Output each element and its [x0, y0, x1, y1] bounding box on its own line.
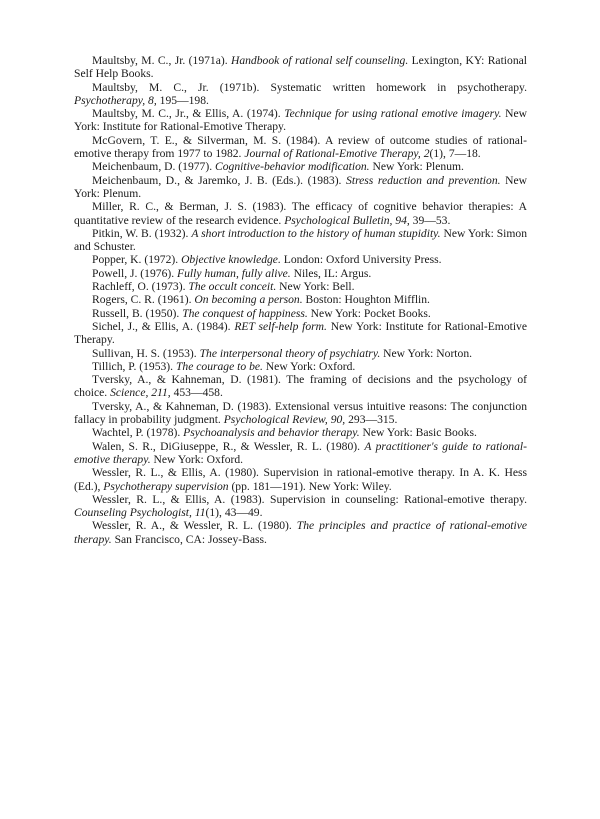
reference-entry [74, 267, 527, 280]
reference-text: Pitkin, W. B. (1932). [92, 226, 192, 240]
reference-title: Psychotherapy supervision [103, 479, 229, 493]
reference-text: 39—53. [409, 213, 451, 227]
reference-title: A practitioner's guide to rational-emotive therapy. [74, 439, 527, 466]
reference-text: 453—458. [170, 386, 223, 400]
reference-entry [74, 81, 527, 108]
reference-text: San Francisco, CA: Jossey-Bass. [111, 532, 267, 546]
reference-title: Journal of Rational-Emotive Therapy, 2 [244, 147, 430, 161]
reference-text: Meichenbaum, D., & Jaremko, J. B. (Eds.). (1983). [92, 173, 347, 187]
reference-text: New York: Oxford. [150, 452, 244, 466]
reference-list [74, 54, 527, 546]
reference-title: Objective knowledge. [181, 253, 281, 267]
reference-text: Tversky, A., & Kahneman, D. (1981). The framing of decisions and the psychology of choice. [74, 373, 527, 400]
reference-text: Powell, J. (1976). [92, 266, 178, 280]
reference-title: The occult conceit. [188, 280, 277, 294]
reference-text: (pp. 181—191). New York: Wiley. [228, 479, 392, 493]
reference-text: New York: Basic Books. [359, 426, 477, 440]
reference-entry [74, 160, 527, 173]
reference-entry [74, 373, 527, 400]
reference-entry [74, 107, 527, 134]
reference-text: 195—198. [156, 93, 209, 107]
reference-text: McGovern, T. E., & Silverman, M. S. (1984). A review of outcome studies of rational-emotive therapy from 1977 to 1982. [74, 133, 527, 161]
reference-text: Meichenbaum, D. (1977). [92, 160, 215, 174]
reference-title: Psychological Bulletin, 94, [284, 213, 410, 227]
reference-text: Wachtel, P. (1978). [92, 426, 184, 440]
reference-text: Popper, K. (1972). [92, 253, 182, 267]
reference-title: Fully human, fully alive. [177, 266, 291, 280]
reference-title: RET self-help form. [234, 319, 327, 333]
reference-title: Stress reduction and prevention. [346, 173, 501, 187]
reference-title: Psychoanalysis and behavior therapy. [183, 426, 360, 440]
reference-text: Tversky, A., & Kahneman, D. (1983). Extensional versus intuitive reasons: The conjunction fallacy in probability judgment. [74, 399, 527, 427]
reference-text: Maultsby, M. C., Jr. (1971b). Systematic written homework in psychotherapy. [92, 80, 527, 94]
reference-text: New York: Pocket Books. [307, 306, 431, 320]
reference-entry [74, 54, 527, 81]
reference-entry [74, 400, 527, 427]
reference-text: Rogers, C. R. (1961). [92, 293, 195, 307]
reference-entry [74, 493, 527, 520]
reference-entry [74, 280, 527, 293]
reference-text: Boston: Houghton Mifflin. [302, 293, 430, 307]
reference-entry [74, 320, 527, 347]
reference-text: Niles, IL: Argus. [290, 266, 372, 280]
reference-title: The principles and practice of rational-emotive therapy. [74, 519, 527, 546]
reference-text: Russell, B. (1950). [92, 306, 183, 320]
reference-text: Tillich, P. (1953). [92, 359, 176, 373]
reference-text: Sichel, J., & Ellis, A. (1984). [92, 319, 235, 333]
reference-text: Wessler, R. L., & Ellis, A. (1983). Supervision in counseling: Rational-emotive therapy. [92, 492, 527, 506]
reference-text: Walen, S. R., DiGiuseppe, R., & Wessler, R. L. (1980). [92, 439, 365, 453]
reference-entry [74, 200, 527, 227]
reference-text: (1), 7—18. [429, 147, 481, 161]
reference-entry [74, 227, 527, 254]
reference-entry [74, 519, 527, 546]
reference-title: On becoming a person. [194, 293, 303, 307]
reference-title: Cognitive-behavior modification. [215, 160, 370, 174]
reference-entry [74, 134, 527, 161]
reference-text: Rachleff, O. (1973). [92, 280, 189, 294]
reference-text: New York: Simon and Schuster. [74, 226, 528, 254]
reference-text: Wessler, R. A., & Wessler, R. L. (1980). [92, 519, 297, 533]
reference-entry [74, 347, 527, 360]
reference-title: Counseling Psychologist, 11 [74, 506, 206, 520]
reference-text: New York: Plenum. [74, 173, 528, 200]
reference-text: London: Oxford University Press. [280, 253, 442, 267]
reference-title: The courage to be. [175, 359, 263, 373]
reference-text: New York: Institute for Rational-Emotive Therapy. [74, 107, 527, 134]
reference-entry [74, 253, 527, 266]
reference-text: New York: Norton. [380, 346, 473, 360]
reference-title: Psychotherapy, 8, [74, 93, 157, 107]
reference-text: New York: Plenum. [369, 160, 464, 174]
reference-text: Lexington, KY: Rational Self Help Books. [74, 54, 527, 81]
reference-title: Handbook of rational self counseling. [230, 54, 409, 67]
reference-entry [74, 293, 527, 306]
reference-title: A short introduction to the history of human stupidity. [191, 226, 441, 240]
reference-text: Maultsby, M. C., Jr., & Ellis, A. (1974). [92, 107, 285, 121]
reference-entry [74, 440, 527, 467]
reference-text: (1), 43—49. [205, 506, 263, 520]
reference-title: The conquest of happiness. [182, 306, 308, 320]
reference-text: Miller, R. C., & Berman, J. S. (1983). The efficacy of cognitive behavior therapies: A quantitative review of the research evidence. [74, 200, 527, 227]
reference-text: Wessler, R. L., & Ellis, A. (1980). Supervision in rational-emotive therapy. In A. K. Hess (Ed.), [74, 466, 527, 493]
reference-entry [74, 307, 527, 320]
reference-entry [74, 174, 527, 201]
reference-entry [74, 466, 527, 493]
reference-entry [74, 360, 527, 373]
reference-title: Science, 211, [110, 386, 171, 400]
reference-title: Technique for using rational emotive imagery. [284, 107, 502, 121]
reference-text: Maultsby, M. C., Jr. (1971a). [92, 54, 231, 67]
reference-text: Sullivan, H. S. (1953). [92, 346, 200, 360]
reference-text: New York: Oxford. [262, 359, 356, 373]
reference-text: 293—315. [345, 413, 398, 427]
reference-entry [74, 426, 527, 439]
reference-text: New York: Institute for Rational-Emotive Therapy. [74, 319, 527, 347]
reference-title: The interpersonal theory of psychiatry. [199, 346, 381, 360]
reference-text: New York: Bell. [276, 280, 355, 294]
reference-title: Psychological Review, 90, [223, 413, 346, 427]
